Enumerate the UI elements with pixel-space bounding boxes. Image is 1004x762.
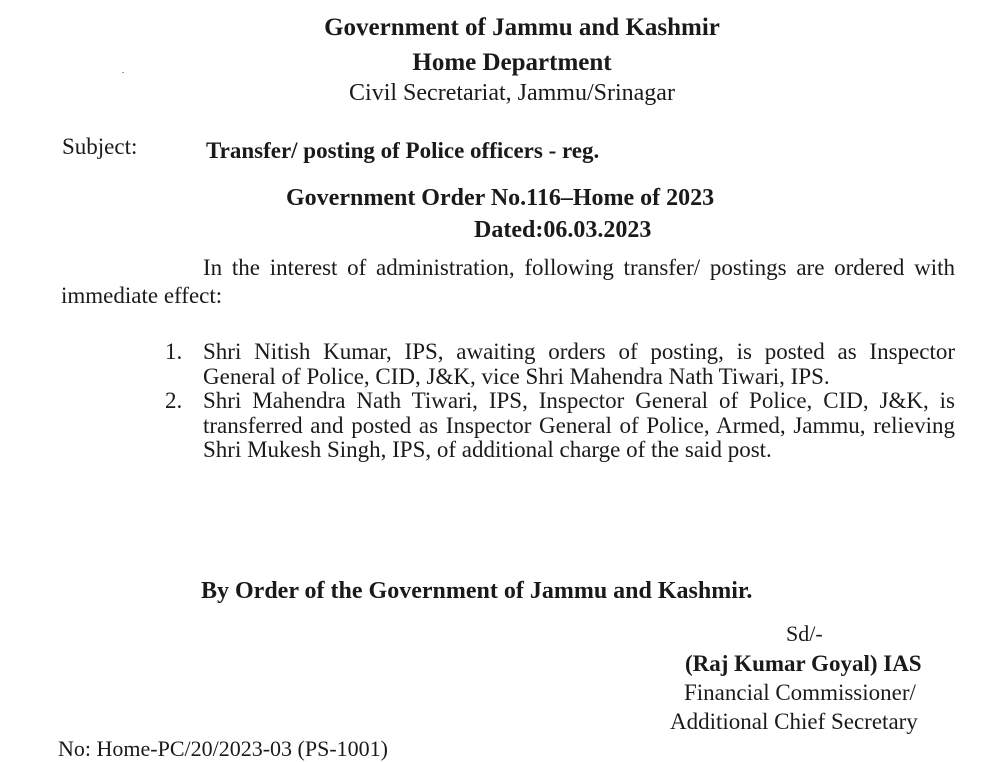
list-item xyxy=(165,340,955,389)
order-number: Government Order No.116–Home of 2023 xyxy=(286,185,715,211)
order-list xyxy=(165,340,955,463)
list-item-number: 2. xyxy=(165,388,183,413)
signatory-title-line2: Additional Chief Secretary xyxy=(670,709,918,734)
intro-paragraph xyxy=(61,254,955,310)
secretariat-heading: Civil Secretariat, Jammu/Srinagar xyxy=(349,80,675,106)
intro-text: In the interest of administration, following transfer/ postings are ordered with immediate effect: xyxy=(61,255,955,308)
government-heading: Government of Jammu and Kashmir xyxy=(324,14,720,41)
reference-number-partial: No: Home-PC/20/2023-03 (PS-1001) xyxy=(58,736,388,761)
subject-text: Transfer/ posting of Police officers - reg. xyxy=(206,138,600,163)
list-item xyxy=(165,389,955,463)
department-heading: Home Department xyxy=(412,49,612,76)
list-item-text: Shri Nitish Kumar, IPS, awaiting orders of posting, is posted as Inspector General of Police, CID, J&K, vice Shri Mahendra Nath Tiwari, IPS. xyxy=(203,339,955,389)
list-item-text: Shri Mahendra Nath Tiwari, IPS, Inspector General of Police, CID, J&K, is transferred and posted as Inspector General of Police, Armed, Jammu, relieving Shri Mukesh Singh, IPS, of additional charge of the said post. xyxy=(203,388,955,462)
list-item-number: 1. xyxy=(165,339,183,364)
signatory-title-line1: Financial Commissioner/ xyxy=(684,680,916,705)
signatory-name: (Raj Kumar Goyal) IAS xyxy=(685,651,922,676)
signature-sd: Sd/- xyxy=(786,621,823,646)
subject-label: Subject: xyxy=(62,134,138,159)
order-date: Dated:06.03.2023 xyxy=(474,217,652,243)
by-order-line: By Order of the Government of Jammu and Kashmir. xyxy=(201,578,753,604)
